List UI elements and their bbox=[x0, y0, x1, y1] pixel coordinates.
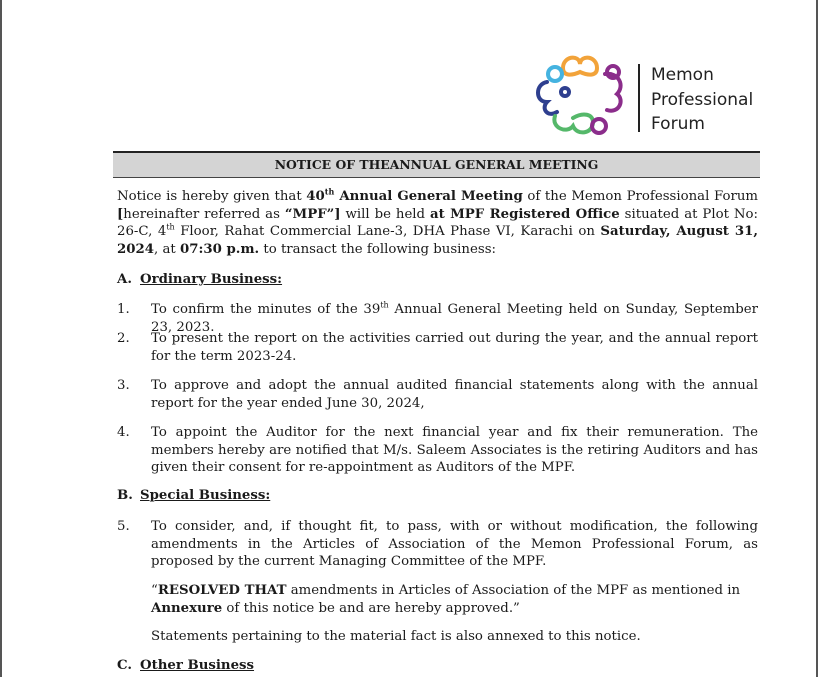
agenda-item-4: 4. To appoint the Auditor for the next financial year and fix their remuneration. The members hereby are notified that M/s. Saleem Associates is the retiring Auditors and has given their consent for re-appointment as Auditors of the MPF. bbox=[117, 425, 758, 475]
meeting-time: 07:30 p.m. bbox=[179, 241, 260, 257]
agenda-item-2: 2. To present the report on the activities carried out during the year, and the annual report for the term 2023-24. bbox=[117, 331, 758, 364]
agm-number: 40th Annual General Meeting bbox=[306, 186, 523, 204]
intro-text: will be held bbox=[340, 206, 430, 222]
resolution-text: “RESOLVED THAT amendments in Articles of Association of the MPF as mentioned in Annexure of this notice be and are hereby approved.” bbox=[151, 583, 741, 616]
intro-text: hereinafter referred as bbox=[123, 206, 285, 222]
logo-line-3: Forum bbox=[651, 114, 705, 134]
mpf-abbrev: “MPF”] bbox=[284, 206, 341, 222]
intro-text: Floor, Rahat Commercial Lane-3, DHA Phase VI, Karachi on bbox=[174, 224, 601, 239]
intro-text: to transact the following business: bbox=[259, 241, 496, 257]
logo-line-1: Memon bbox=[651, 65, 714, 85]
intro-text: situated at Plot No: 26-C, 4 bbox=[117, 206, 758, 239]
page-right-border bbox=[816, 0, 818, 677]
section-c-heading: C. Other Business bbox=[117, 658, 255, 673]
forum-logo-icon bbox=[533, 50, 631, 140]
intro-text: Notice is hereby given that bbox=[117, 189, 307, 204]
intro-text: , at bbox=[154, 241, 180, 257]
intro-paragraph bbox=[117, 188, 758, 258]
statement-text: Statements pertaining to the material fact is also annexed to this notice. bbox=[151, 629, 641, 644]
intro-text: of the Memon Professional Forum bbox=[522, 189, 758, 204]
floor-sup: th bbox=[166, 222, 175, 232]
section-a-heading: A. Ordinary Business: bbox=[117, 272, 283, 287]
logo-line-2: Professional bbox=[651, 89, 754, 110]
meeting-date: Saturday, August 31, 2024 bbox=[117, 224, 758, 257]
agenda-item-3: 3. To approve and adopt the annual audited financial statements along with the annual report for the year ended June 30, 2024, bbox=[117, 378, 758, 411]
page-left-border bbox=[0, 0, 2, 677]
section-b-heading: B. Special Business: bbox=[117, 488, 271, 503]
logo-divider bbox=[638, 64, 640, 132]
intro-bracket: [ bbox=[117, 206, 124, 222]
logo-text bbox=[651, 63, 753, 137]
notice-title: NOTICE OF THEANNUAL GENERAL MEETING bbox=[274, 157, 599, 172]
notice-title-bar bbox=[113, 151, 760, 178]
venue: at MPF Registered Office bbox=[430, 206, 620, 222]
agenda-item-5: 5. To consider, and, if thought fit, to pass, with or without modification, the following amendments in the Articles of Association of the Memon Professional Forum, as proposed by the current Managing Committee of the MPF. bbox=[117, 519, 758, 569]
agenda-item-1: 1. To confirm the minutes of the 39th Annual General Meeting held on Sunday, September 23, 2023. bbox=[117, 300, 758, 335]
